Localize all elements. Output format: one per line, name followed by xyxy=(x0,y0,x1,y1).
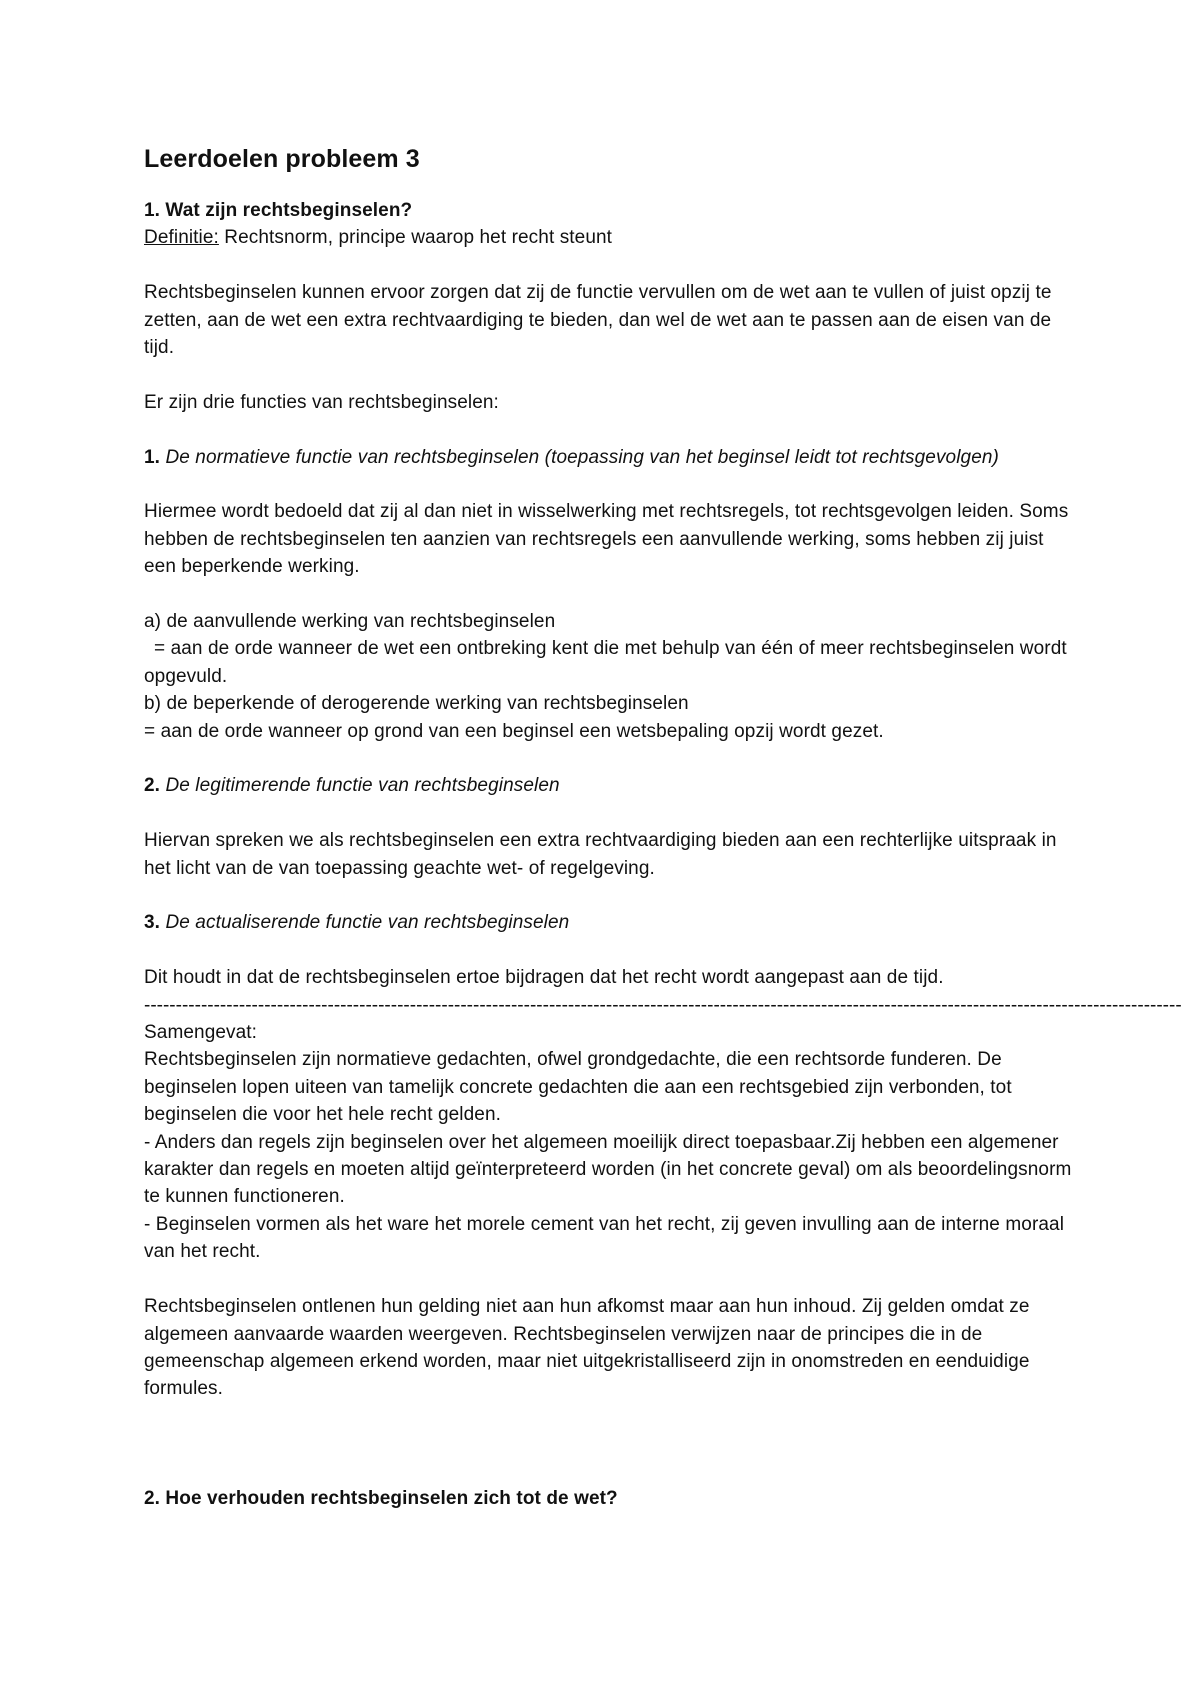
function-1-number: 1. xyxy=(144,446,161,468)
function-1-paragraph: Hiermee wordt bedoeld dat zij al dan niet in wisselwerking met rechtsregels, tot rechtsgevolgen leiden. Soms hebben de rechtsbeginselen ten aanzien van rechtsregels een aanvullende werking, soms hebben zij juist een beperkende werking. xyxy=(144,501,1069,578)
validity-paragraph: Rechtsbeginselen ontlenen hun gelding niet aan hun afkomst maar aan hun inhoud. Zij gelden omdat ze algemeen aanvaarde waarden weergeven. Rechtsbeginselen verwijzen naar de principes die in de gemeenschap algemeen erkend worden, maar niet uitgekristalliseerd zijn in onomstreden en eenduidige formules. xyxy=(144,1296,1030,1400)
function-3-paragraph: Dit houdt in dat de rechtsbeginselen ertoe bijdragen dat het recht wordt aangepast aan de tijd. xyxy=(144,967,944,989)
function-3-title: De actualiserende functie van rechtsbeginselen xyxy=(165,912,570,934)
summary-paragraph: Rechtsbeginselen zijn normatieve gedachten, ofwel grondgedachte, die een rechtsorde funderen. De beginselen lopen uiteen van tamelijk concrete gedachten die aan een rechtsgebied zijn verbonden, tot beginselen die voor het hele recht gelden. xyxy=(144,1049,1012,1126)
question-2-heading: 2. Hoe verhouden rechtsbeginselen zich tot de wet? xyxy=(144,1487,618,1509)
definition-line xyxy=(144,224,1074,251)
function-3-heading xyxy=(144,909,1074,936)
function-2-number: 2. xyxy=(144,775,161,797)
function-2-paragraph: Hiervan spreken we als rechtsbeginselen een extra rechtvaardiging bieden aan een rechterlijke uitspraak in het licht van de van toepassing geachte wet- of regelgeving. xyxy=(144,830,1057,879)
summary-bullet-2: - Beginselen vormen als het ware het morele cement van het recht, zij geven invulling aan de interne moraal van het recht. xyxy=(144,1213,1065,1263)
definition-text: Rechtsnorm, principe waarop het recht steunt xyxy=(218,227,613,249)
page-title: Leerdoelen probleem 3 xyxy=(144,145,420,173)
function-3-number: 3. xyxy=(144,912,161,934)
function-1-title: De normatieve functie van rechtsbeginselen (toepassing van het beginsel leidt tot rechtsgevolgen) xyxy=(165,446,999,468)
definition-label: Definitie: xyxy=(144,227,219,249)
function-1-item-a-definition xyxy=(144,635,1074,690)
function-2-title: De legitimerende functie van rechtsbeginselen xyxy=(165,775,560,797)
summary-label: Samengevat: xyxy=(144,1022,258,1044)
question-1-heading: 1. Wat zijn rechtsbeginselen? xyxy=(144,200,413,221)
functions-intro: Er zijn drie functies van rechtsbeginselen: xyxy=(144,391,499,413)
summary-bullet-1: - Anders dan regels zijn beginselen over het algemeen moeilijk direct toepasbaar.Zij hebben een algemener karakter dan regels en moeten altijd geïnterpreteerd worden (in het concrete geval) om als beoordelingsnorm te kunnen functioneren. xyxy=(144,1131,1072,1208)
intro-paragraph: Rechtsbeginselen kunnen ervoor zorgen dat zij de functie vervullen om de wet aan te vullen of juist opzij te zetten, aan de wet een extra rechtvaardiging te bieden, dan wel de wet aan te passen aan de eisen van de tijd. xyxy=(144,282,1052,359)
function-2-heading xyxy=(144,772,1074,799)
function-1-item-b: b) de beperkende of derogerende werking van rechtsbeginselen xyxy=(144,693,689,715)
document-body xyxy=(144,144,1182,1512)
function-1-item-a-definition-text: = aan de orde wanneer de wet een ontbreking kent die met behulp van één of meer rechtsbeginselen wordt opgevuld. xyxy=(144,638,1067,687)
function-1-item-b-definition: = aan de orde wanneer op grond van een beginsel een wetsbepaling opzij wordt gezet. xyxy=(144,720,884,742)
function-1-heading xyxy=(144,444,1074,471)
separator-line: -------------------------------------------------------------------------------------------------------------------------------------------------------------------- xyxy=(144,994,1182,1016)
function-1-item-a: a) de aanvullende werking van rechtsbeginselen xyxy=(144,611,556,633)
